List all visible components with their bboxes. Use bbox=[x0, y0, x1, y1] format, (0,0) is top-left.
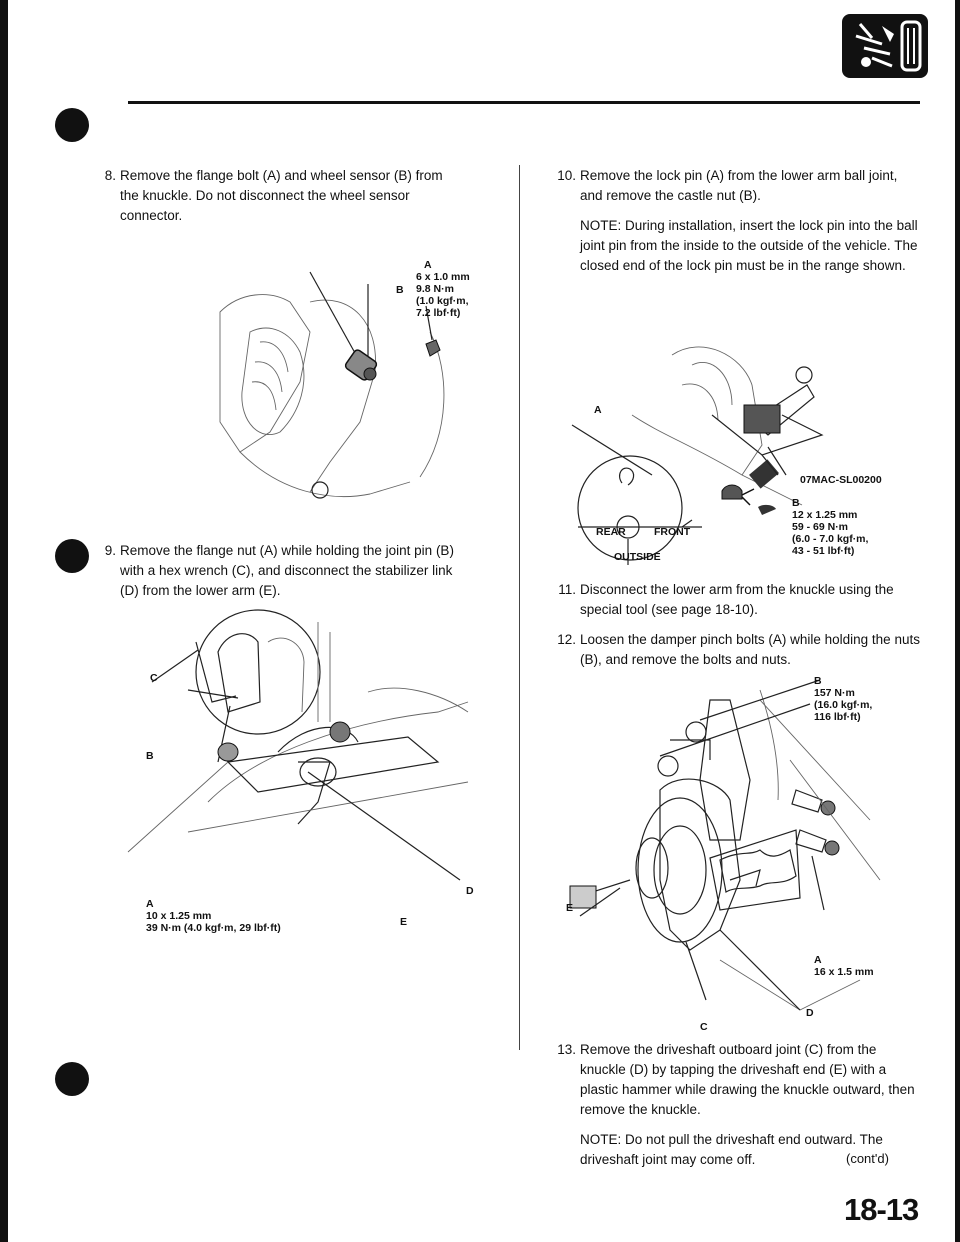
step-note: NOTE: During installation, insert the lock pin into the ball joint pin from the inside to the outside of the vehicle. The closed end of the lock pin must be in the range shown. bbox=[580, 218, 918, 273]
callout-label-b: B bbox=[814, 675, 822, 687]
callout-label-c: C bbox=[150, 672, 158, 684]
step-9 bbox=[104, 541, 455, 601]
callout-spec-a: 6 x 1.0 mm 9.8 N·m (1.0 kgf·m, 7.2 lbf·ft) bbox=[416, 271, 470, 319]
callout-spec-a: 10 x 1.25 mm 39 N·m (4.0 kgf·m, 29 lbf·ft) bbox=[146, 910, 281, 934]
page-edge-bar-left bbox=[0, 0, 8, 1242]
step-text: Remove the lock pin (A) from the lower arm ball joint, and remove the castle nut (B). bbox=[580, 168, 898, 203]
header-rule bbox=[128, 101, 920, 104]
tool-number: 07MAC-SL00200 bbox=[800, 474, 882, 486]
binder-hole bbox=[55, 1062, 89, 1096]
step-text: Disconnect the lower arm from the knuckle using the special tool (see page 18-10). bbox=[580, 582, 894, 617]
step-11 bbox=[558, 580, 920, 620]
binder-hole bbox=[55, 539, 89, 573]
step-number: 10. bbox=[557, 168, 576, 183]
step-number: 13. bbox=[557, 1042, 576, 1057]
step-text: Remove the driveshaft outboard joint (C) from the knuckle (D) by tapping the driveshaft end (E) with a plastic hammer while drawing the knuckle outward, then remove the knuckle. bbox=[580, 1042, 915, 1117]
callout-label-b: B bbox=[396, 284, 404, 296]
callout-spec-b: 12 x 1.25 mm 59 - 69 N·m (6.0 - 7.0 kgf·m, 43 - 51 lbf·ft) bbox=[792, 509, 869, 557]
continued-label: (cont'd) bbox=[846, 1151, 889, 1166]
page-edge-bar-right bbox=[955, 0, 960, 1242]
callout-spec-b: 157 N·m (16.0 kgf·m, 116 lbf·ft) bbox=[814, 687, 873, 723]
callout-spec-a: 16 x 1.5 mm bbox=[814, 966, 874, 978]
callout-label-e: E bbox=[400, 916, 408, 928]
binder-hole bbox=[55, 108, 89, 142]
callout-label-a: A bbox=[424, 259, 432, 271]
direction-front: FRONT bbox=[654, 526, 691, 538]
callout-label-b: B bbox=[792, 497, 800, 509]
callout-label-d: D bbox=[466, 885, 474, 897]
step-number: 8. bbox=[104, 168, 116, 183]
step-8 bbox=[104, 166, 450, 226]
step-text: Remove the flange bolt (A) and wheel sensor (B) from the knuckle. Do not disconnect the wheel sensor connector. bbox=[120, 168, 443, 223]
callout-label-a: A bbox=[146, 898, 154, 910]
page-number: 18-13 bbox=[844, 1192, 919, 1227]
figure-stabilizer-link bbox=[108, 602, 488, 862]
step-number: 11. bbox=[558, 582, 576, 597]
callout-label-a: A bbox=[594, 404, 602, 416]
step-note: NOTE: Do not pull the driveshaft end outward. The driveshaft joint may come off. bbox=[580, 1132, 883, 1167]
callout-label-d: D bbox=[806, 1007, 814, 1019]
callout-label-c: C bbox=[700, 1021, 708, 1033]
step-text: Remove the flange nut (A) while holding the joint pin (B) with a hex wrench (C), and disconnect the stabilizer link (D) from the lower arm (E). bbox=[120, 543, 454, 598]
callout-label-a: A bbox=[814, 954, 822, 966]
step-10 bbox=[557, 166, 920, 276]
step-number: 9. bbox=[104, 543, 116, 558]
direction-outside: OUTSIDE bbox=[614, 551, 661, 563]
step-number: 12. bbox=[557, 632, 576, 647]
callout-label-b: B bbox=[146, 750, 154, 762]
step-text: Loosen the damper pinch bolts (A) while holding the nuts (B), and remove the bolts and nuts. bbox=[580, 632, 920, 667]
suspension-icon bbox=[842, 14, 928, 78]
direction-rear: REAR bbox=[596, 526, 626, 538]
callout-label-e: E bbox=[566, 902, 574, 914]
column-divider bbox=[519, 165, 520, 1050]
step-12 bbox=[557, 630, 920, 670]
